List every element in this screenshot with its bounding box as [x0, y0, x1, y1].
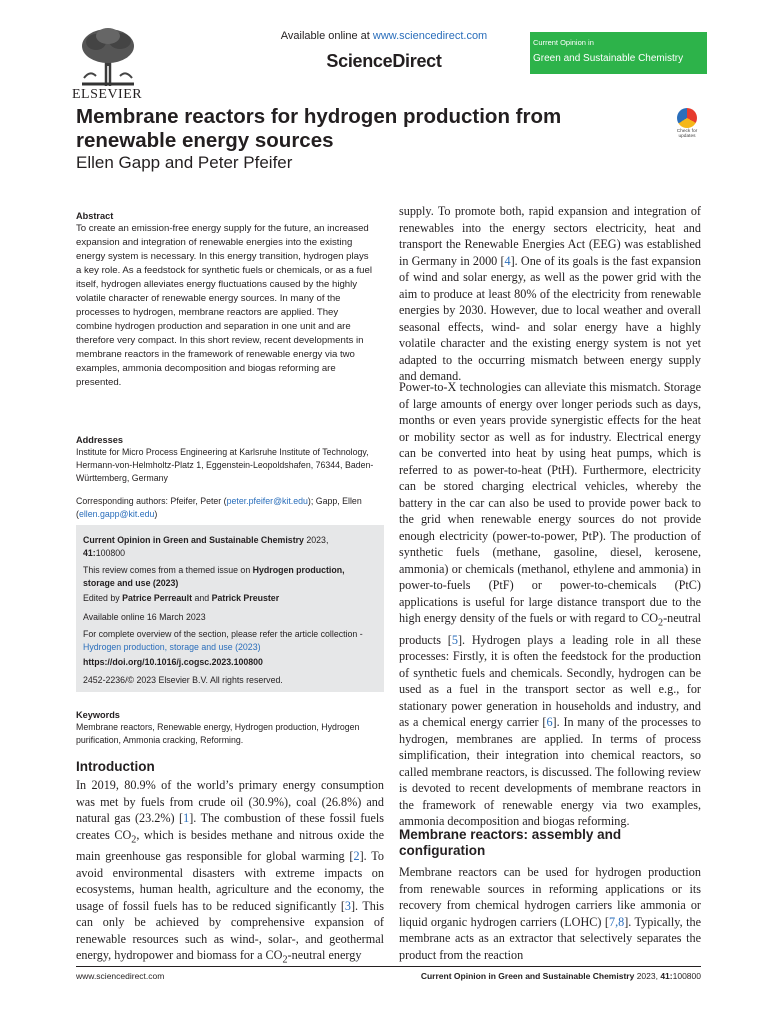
journal-badge-line2: Green and Sustainable Chemistry: [533, 53, 684, 64]
introduction-paragraph: [76, 777, 384, 969]
info-article-no: 100800: [95, 548, 126, 558]
info-editor1: Patrice Perreault: [122, 593, 193, 603]
right-p2-text-a: Power-to-X technologies can alleviate this mismatch. Storage of large amounts of energy over longer periods such as days, months or even years provide synergistic effects for the heat or mobility sector as well as for industry. Electrical energy can be converted into heat by using heat pumps, which is referred to as power-to-heat (PtH). Furthermore, electricity can be stored charging electrical vehicles, whereby the battery in the car can also be used to provide power back to the grid when renewable energy sources do not provide enough electricity (power-to-power, PtP). The production of synthetic fuels (methane, gasoline, diesel, kerosene, ammonia) or chemicals (methanol, ethylene and ammonia) in power-to-fuels (PtF) or power-to-chemicals (PtC) applications is useful for large distance transport due to the high energy density of the fuels or with regard to CO: [399, 380, 701, 625]
check-for-updates-icon: [677, 108, 697, 128]
addresses-heading: Addresses: [76, 435, 123, 445]
info-edited: [83, 592, 378, 605]
info-themed-prefix: This review comes from a themed issue on: [83, 565, 253, 575]
info-copyright: 2452-2236/© 2023 Elsevier B.V. All rights reserved.: [83, 675, 283, 685]
corresp-prefix: Corresponding authors: Pfeifer, Peter (: [76, 496, 227, 506]
check-for-updates-button[interactable]: [673, 108, 701, 140]
ref-6[interactable]: 6: [546, 715, 553, 730]
right-p2-text-b: -neutral products [: [399, 611, 701, 647]
sciencedirect-link[interactable]: www.sciencedirect.com: [372, 30, 488, 42]
info-overview: [83, 628, 378, 654]
info-year: 2023,: [303, 535, 329, 545]
subscript-2: 2: [658, 617, 664, 629]
subscript-2: 2: [131, 833, 137, 845]
footer-volume: 41:: [660, 971, 673, 981]
footer-divider: [76, 966, 701, 967]
membrane-reactors-heading: Membrane reactors: assembly and configuration: [399, 827, 622, 858]
ref-2[interactable]: 2: [353, 849, 360, 864]
addresses-text: Institute for Micro Process Engineering at Karlsruhe Institute of Technology, Hermann-von-Helmholtz-Platz 1, Eggenstein-Leopoldshafen, 76344, Baden-Württemberg, Germany: [76, 447, 374, 483]
info-edited-prefix: Edited by: [83, 593, 123, 603]
right-p3-text-a: Membrane reactors can be used for hydrogen production from renewable sources in reforming applications or its recovery from chemical hydrogen carriers like ammonia or liquid organic hydrogen carriers (LOHC) [: [399, 865, 701, 929]
ref-5[interactable]: 5: [451, 632, 458, 647]
corresp-end: ): [154, 509, 158, 519]
journal-badge: [530, 32, 707, 74]
subscript-2: 2: [282, 954, 288, 966]
journal-badge-line1: Current Opinion in: [533, 38, 594, 47]
info-citation: [83, 534, 378, 560]
footer-article-no: 100800: [672, 971, 701, 981]
ref-7-8[interactable]: 7,8: [608, 914, 625, 929]
info-themed: [83, 564, 378, 590]
corresponding-authors: [76, 495, 376, 521]
abstract-text: To create an emission-free energy supply for the future, an increased expansion and integration of renewable energies into the existing energy system is necessary. In this energy transition, hydrogen plays a key role. As a feedstock for synthetic fuels or chemicals, or as a fuel itself, hydrogen alleviates energy fluctuations caused by the highly volatile character of renewable energy sources. In many of the processes to hydrogen, membrane reactors are applied. They combine hydrogen production and separation in one unit and are therefore very compact. In this short review, recent developments in membrane reactors in the framework of renewable energy via two examples, ammonia decomposition and biogas reforming are presented.: [76, 223, 372, 388]
right-p3-text-b: ]. Typically, the membrane acts as an extractor that selectively separates the product from the reaction: [399, 914, 701, 962]
keywords-heading: Keywords: [76, 710, 120, 720]
doi-link[interactable]: https://doi.org/10.1016/j.cogsc.2023.100800: [83, 657, 263, 667]
abstract-heading: Abstract: [76, 211, 114, 221]
available-prefix: Available online at: [280, 30, 373, 42]
footer-year: 2023,: [634, 971, 661, 981]
publisher-name: ELSEVIER: [72, 87, 143, 102]
intro-text-b: ]. The combustion of these fossil fuels creates CO: [76, 811, 384, 842]
footer-citation: [421, 971, 701, 981]
article-authors: Ellen Gapp and Peter Pfeifer: [76, 153, 293, 172]
ref-3[interactable]: 3: [344, 898, 351, 913]
email-link-gapp[interactable]: ellen.gapp@kit.edu: [78, 509, 155, 519]
collection-link[interactable]: Hydrogen production, storage and use (2023): [83, 642, 261, 652]
keywords-text: Membrane reactors, Renewable energy, Hydrogen production, Hydrogen purification, Ammonia cracking, Reforming.: [76, 722, 360, 745]
right-p1-text-a: supply. To promote both, rapid expansion and integration of renewables into the energy sectors electricity, heat and transport the Renewable Energies Act (EEG) was established in Germany in 2000 [: [399, 204, 701, 268]
ref-4[interactable]: 4: [504, 253, 511, 268]
intro-text-d: ]. To avoid environmental disasters with extreme impacts on ecosystems, human health, agriculture and the economy, the usage of fossil fuels has to be reduced significantly [: [76, 849, 384, 913]
check-for-updates-label: Check for updates: [676, 129, 698, 139]
info-volume: 41:: [83, 548, 96, 558]
info-overview-text: For complete overview of the section, please refer the article collection -: [83, 629, 363, 639]
info-available: Available online 16 March 2023: [83, 612, 206, 622]
info-journal: Current Opinion in Green and Sustainable Chemistry: [83, 535, 304, 545]
intro-text-f: -neutral energy: [287, 948, 362, 963]
introduction-heading: Introduction: [76, 759, 155, 774]
intro-text-e: ]. This can only be achieved by comprehensive expansion of renewable resources such as wind-, solar-, and geothermal energy, hydropower and biomass for a CO: [76, 898, 384, 963]
right-p1-text-b: ]. One of its goals is the fast expansion of wind and solar energy, as well as the power grid with the aim to produce at least 80% of the electricity from renewable energies by 2030. However, due to local weather and overall seasonal effects, wind- and solar energy have a highly volatile character and the existing energy system is not yet adapted to the occurring mismatch between energy supply and demand.: [399, 253, 701, 383]
intro-text-a: In 2019, 80.9% of the world’s primary energy consumption was met by fuels from crude oil (30.9%), coal (26.8%) and natural gas (23.2%) [: [76, 778, 384, 825]
footer-site[interactable]: www.sciencedirect.com: [76, 971, 165, 981]
info-editor2: Patrick Preuster: [211, 593, 280, 603]
info-edited-and: and: [192, 593, 212, 603]
right-paragraph-1: [399, 203, 701, 385]
right-paragraph-3: [399, 864, 701, 963]
article-info-box: [76, 525, 384, 692]
right-p2-text-c: ]. Hydrogen plays a leading role in all these processes: Firstly, it is often the feedstock for the production of synthetic fuels and chemicals. Secondly, hydrogen can be used as a fuel in the transport sector as well e.g., for stationary power generation in households and industry, and as a chemical energy carrier [: [399, 632, 701, 730]
ref-1[interactable]: 1: [183, 811, 190, 825]
footer-journal: Current Opinion in Green and Sustainable Chemistry: [420, 971, 635, 981]
article-title: Membrane reactors for hydrogen production from renewable energy sources: [76, 105, 562, 152]
right-paragraph-2: [399, 379, 701, 830]
email-link-pfeifer[interactable]: peter.pfeifer@kit.edu: [226, 496, 308, 506]
info-themed-issue: Hydrogen production, storage and use (2023): [83, 565, 345, 588]
intro-text-c: , which is besides methane and nitrous oxide the main greenhouse gas responsible for global warming [: [76, 827, 384, 864]
corresp-mid: ); Gapp, Ellen (: [76, 496, 362, 519]
right-p2-text-d: ]. In many of the processes to hydrogen, membranes are applied. In terms of process simplification, their integration into chemical reactors, so called membrane reactors, is discussed. The following review is devoted to recent developments of membrane reactors in the framework of renewable energy via two examples, ammonia decomposition and biogas reforming.: [399, 715, 701, 829]
sciencedirect-brand: ScienceDirect: [326, 51, 442, 71]
